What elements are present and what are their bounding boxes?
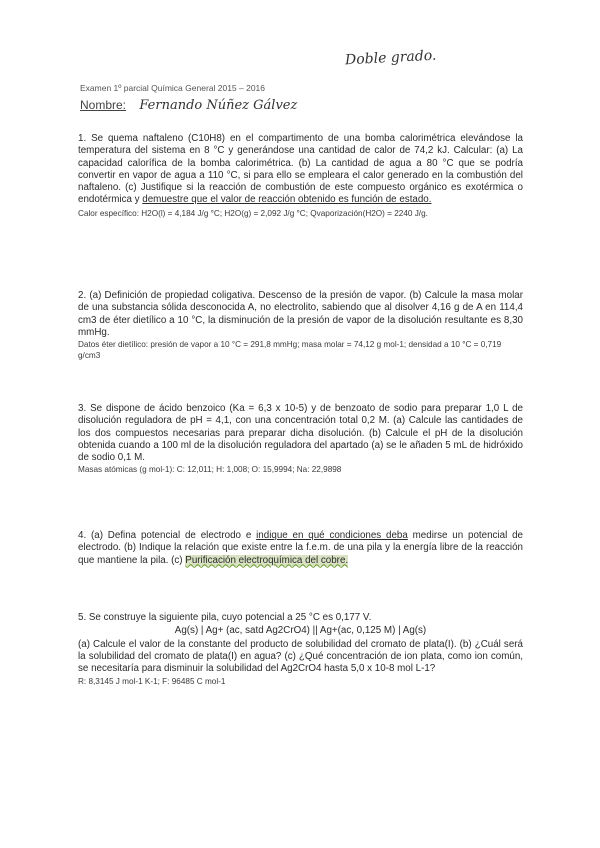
name-label: Nombre: xyxy=(80,98,127,112)
question-1-text: 1. Se quema naftaleno (C10H8) en el compartimento de una bomba calorimétrica elevándose la temperatura del sistema en 8 °C y generándose una cantidad de calor de 74,2 kJ. Calcular: (a) La capacidad calorífica de la bomba calorimétrica. (b) La cantidad de agua a 80 °C que se podría convertir en vapor de agua a 110 °C, si para ello se empleara el calor generado en la combustión del naftaleno. (c) Justifique si la reacción de combustión de este compuesto orgánico es exotérmica o endotérmica y demuestre que el valor de reacción obtenido es función de estado. xyxy=(78,133,523,206)
question-2-text: 2. (a) Definición de propiedad coligativa. Descenso de la presión de vapor. (b) Calcule la masa molar de una substancia sólida desconocida A, no electrolito, sabiendo que al disolver 4,16 g de A en 114,4 cm3 de éter dietílico a 10 °C, la disminución de la presión de vapor de la disolución resultante es 8,30 mmHg. xyxy=(78,290,523,338)
question-1-underlined: demuestre que el valor de reacción obtenido es función de estado. xyxy=(142,194,432,206)
question-5-data: R: 8,3145 J mol-1 K-1; F: 96485 C mol-1 xyxy=(78,677,226,687)
question-4-highlighted: Purificación electroquímica del cobre. xyxy=(185,554,349,566)
question-1-data: Calor específico: H2O(l) = 4,184 J/g °C; H2O(g) = 2,092 J/g °C; Qvaporización(H2O) = 2240 J/g. xyxy=(78,208,428,218)
question-5-questions: (a) Calcule el valor de la constante del producto de solubilidad del cromato de plata(I). (b) ¿Cuál será la solubilidad del cromato de plata(I) en agua? (c) ¿Qué concentración de ion plata, como ion común, se necesitaría para disminuir la solubilidad del Ag2CrO4 hasta 5,0 x 10-8 mol L-1? xyxy=(78,638,523,675)
galvanic-cell-notation: Ag(s) | Ag+ (ac, satd Ag2CrO4) || Ag+(ac, 0,125 M) | Ag(s) xyxy=(174,625,427,637)
question-4 xyxy=(78,530,523,567)
question-5 xyxy=(78,612,523,688)
name-row xyxy=(80,98,297,113)
question-3 xyxy=(78,403,523,476)
question-5-text: 5. Se construye la siguiente pila, cuyo potencial a 25 °C es 0,177 V. xyxy=(78,612,372,623)
student-name: Fernando Núñez Gálvez xyxy=(139,98,298,113)
question-4-underlined: indique en qué condiciones deba xyxy=(256,530,408,541)
question-4-text: 4. (a) Defina potencial de electrodo e indique en qué condiciones deba medirse un potencial de electrodo. (b) Indique la relación que existe entre la f.e.m. de una pila y la energía libre de la reacción que mantiene la pila. (c) Purificación electroquímica del cobre. xyxy=(78,530,523,566)
exam-header: Examen 1º parcial Química General 2015 – 2016 xyxy=(80,83,266,93)
question-3-data: Masas atómicas (g mol-1): C: 12,011; H: 1,008; O: 15,9994; Na: 22,9898 xyxy=(78,465,342,475)
question-2-data: Datos éter dietílico: presión de vapor a 10 °C = 291,8 mmHg; masa molar = 74,12 g mol-1; densidad a 10 °C = 0,719 g/cm3 xyxy=(78,340,502,360)
handwritten-note: Doble grado. xyxy=(344,47,437,69)
question-2 xyxy=(78,290,523,361)
question-3-text: 3. Se dispone de ácido benzoico (Ka = 6,3 x 10-5) y de benzoato de sodio para preparar 1,0 L de disolución reguladora de pH = 4,1, con una concentración total 0,2 M. (a) Calcule las cantidades de los dos compuestos necesarias para preparar dicha disolución. (b) Calcule el pH de la disolución obtenida cuando a 100 ml de la disolución reguladora del apartado (a) se le añaden 5 mL de hidróxido de sodio 0,1 M. xyxy=(78,403,523,464)
question-1 xyxy=(78,133,523,219)
